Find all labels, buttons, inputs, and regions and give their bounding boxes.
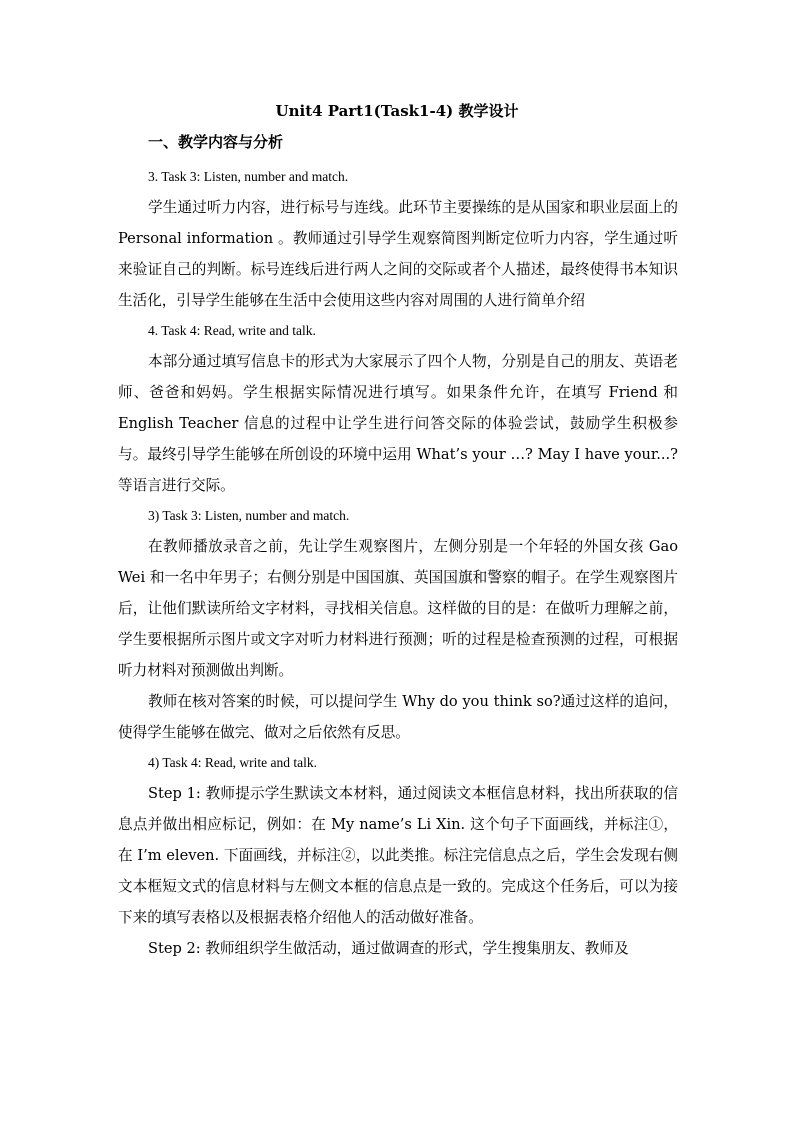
paragraph-step1: Step 1: 教师提示学生默读文本材料，通过阅读文本框信息材料，找出所获取的信息点并做出相应标记，例如：在 My name’s Li Xin. 这个句子下面画线，并标注①，在 I’m eleven. 下面画线，并标注②，以此类推。标注完信息点之后，学生会发现右侧文本框短文式的信息材料与左侧文本框的信息点是一致的。完成这个任务后，可以为接下来的填写表格以及根据表格介绍他人的活动做好准备。 <box>118 785 678 926</box>
paragraph-task3-followup: 教师在核对答案的时候，可以提问学生 Why do you think so?通过这样的追问，使得学生能够在做完、做对之后依然有反思。 <box>118 693 678 741</box>
paragraph-step2: Step 2: 教师组织学生做活动，通过做调查的形式，学生搜集朋友、教师及 <box>148 940 629 957</box>
document-body <box>118 162 678 964</box>
paragraph-task3-analysis: 学生通过听力内容，进行标号与连线。此环节主要操练的是从国家和职业层面上的 Personal information 。教师通过引导学生观察简图判断定位听力内容，学生通过听来验证自己的判断。标号连线后进行两人之间的交际或者个人描述，最终使得书本知识生活化，引导学生能够在生活中会使用这些内容对周围的人进行简单介绍 <box>118 199 678 309</box>
section-heading: 一、教学内容与分析 <box>148 133 284 151</box>
task-heading-3-procedure: 3) Task 3: Listen, number and match. <box>148 508 350 523</box>
document-title: Unit4 Part1(Task1-4) 教学设计 <box>275 102 519 120</box>
task-heading-3: 3. Task 3: Listen, number and match. <box>148 169 349 184</box>
paragraph-task4-analysis: 本部分通过填写信息卡的形式为大家展示了四个人物，分别是自己的朋友、英语老师、爸爸和妈妈。学生根据实际情况进行填写。如果条件允许，在填写 Friend 和 English Teacher 信息的过程中让学生进行问答交际的体验尝试，鼓励学生积极参与。最终引导学生能够在所创设的环境中运用 What’s your …? May I have your...? 等语言进行交际。 <box>118 353 678 494</box>
task-heading-4-procedure: 4) Task 4: Read, write and talk. <box>148 755 318 770</box>
task-heading-4: 4. Task 4: Read, write and talk. <box>148 323 316 338</box>
paragraph-task3-procedure: 在教师播放录音之前，先让学生观察图片，左侧分别是一个年轻的外国女孩 Gao Wei 和一名中年男子；右侧分别是中国国旗、英国国旗和警察的帽子。在学生观察图片后，让他们默读所给文字材料，寻找相关信息。这样做的目的是：在做听力理解之前，学生要根据所示图片或文字对听力材料进行预测；听的过程是检查预测的过程，可根据听力材料对预测做出判断。 <box>118 538 678 679</box>
